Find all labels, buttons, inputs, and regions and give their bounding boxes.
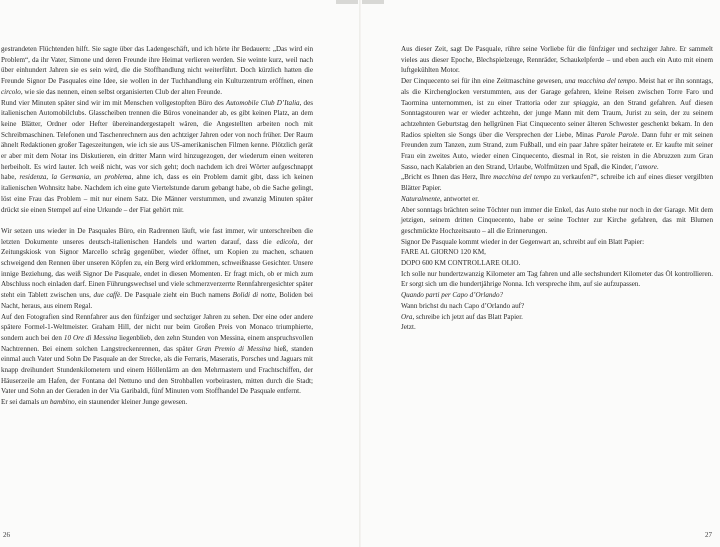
text-run: . De Pasquale zieht ein Buch namens (120, 291, 233, 300)
top-edge-mark-left (336, 0, 358, 4)
text-paragraph (401, 205, 713, 237)
right-page (401, 44, 713, 333)
left-page-text (1, 44, 313, 408)
text-run: , ahne ich, dass es ein Problem damit gibt, dass ich keinen italienischen Wohnsitz habe. Nachdem ich eine gute Viertelstunde darum gebangt habe, ob die Sache gelingt, löst eine Frau das Problem – mit nur einem Satz. Die Männer verstummen, und zwanzig Minuten später drückt sie einen Stempel auf eine Urkunde – der Fiat gehört mir. (1, 173, 313, 214)
text-paragraph (401, 258, 713, 269)
italic-text: Parole Parole (596, 130, 638, 139)
text-run: Aus dieser Zeit, sagt De Pasquale, rühre seine Vorliebe für die fünfziger und sechziger Jahre. Er sammelt vieles aus dieser Epoche, Blechspielzeuge, Rennräder, Schaukelpferde – und eben auch ein Auto mit einem luftgekühlten Motor. (401, 45, 713, 75)
italic-text: Bolidi di notte (232, 291, 275, 300)
text-run: hieß, standen einmal auch Vater und Sohn De Pasquale an der Strecke, als die Ferraris, Maseratis, Porsches und Jaguars mit knapp dreihundert Stundenkilometern und einem Höllenlärm an den Mehrmastern und Frachtschiffen, der Häuserzeile am Hafen, der Fontana del Nettuno und den Strohballen vorbeirasten, mitten durch die Stadt; Vater und Sohn an der Geraden in der Via Garibaldi, fünf Minuten vom Stoffhandel De Pasquale entfernt. (1, 344, 313, 396)
text-run: , der Zeitungskiosk von Signor Marcello schräg gegenüber, wieder öffnet, um Kopien zu machen, schauen schweigend den Rennen über unseren Köpfen zu, ein Berg wird erklommen, schweißnasse Gesichter. Unsere innige Beziehung, das weiß Signor De Pasquale, endet in diesen Momenten. Er fragt mich, ob er mich zum Abschluss noch einladen darf. Einen Führungswechsel und viele schmerzverzerrte Rennfahrergesichter später steht ein Tablett zwischen uns, (1, 237, 313, 300)
text-run: FARE AL GIORNO 120 KM, (401, 248, 486, 257)
text-paragraph (1, 44, 313, 98)
text-paragraph (401, 172, 713, 193)
text-run: Er sei damals (1, 398, 41, 407)
text-paragraph (401, 247, 713, 258)
text-paragraph (1, 312, 313, 398)
text-run: , Boliden bei Nacht, heraus, aus einem Regal. (1, 291, 313, 310)
text-run: gestrandeten Flüchtenden hilft. Sie sagte über das Ladengeschäft, und ich hörte ihr Bedauern: „Das wird ein Problem“, da ihr Vater, Simone und deren Freunde ihre Heimat verlieren werden. Sie weinte kurz, weil nach über einhundert Jahren sie es sein wird, die die Stoffhandlung nicht weiterführt. Doch kürzlich hatten die Freunde Signor De Pasquales eine Idee, sie wollen in der Tuchhandlung ein Kulturzentrum eröffnen, einen (1, 45, 313, 86)
text-run: zu verkaufen?“, schreibe ich auf eines dieser vergilbten Blätter Papier. (401, 173, 713, 193)
left-page (1, 44, 313, 408)
text-run: , des italienischen Automobilclubs. Glasscheiben trennen die Büros voneinander ab, es gibt keinen Platz, an dem keine Blätter, Ordner oder Hefter übereinandergestapelt wären, die Angestellten arbeiten noch mit Schreibmaschinen. Telefonen und Taschenrechnern aus den achtziger Jahren oder von noch früher. Der Raum ähnelt Redaktionen großer Tageszeitungen, wie ich sie aus US-amerikanischen Filmen kenne. Plötzlich gerät er aber mit dem Notar ins Diskutieren, ein dritter Mann wird hinzugezogen, der wiederum einen weiteren herbeiholt. Es wird lauter. Ich weiß nicht, was vor sich geht; doch nachdem ich drei Wörter aufgeschnappt habe, (1, 98, 313, 182)
right-page-number: 27 (705, 531, 712, 539)
italic-text: circolo (1, 87, 21, 96)
text-paragraph (1, 98, 313, 216)
text-run: , (89, 173, 95, 182)
text-paragraph (401, 237, 713, 248)
text-run: Jetzt. (401, 323, 416, 332)
italic-text: spiaggia (573, 98, 598, 107)
italic-text: un problema (94, 173, 132, 182)
text-paragraph (401, 269, 713, 290)
text-run: , an den Strand gefahren. Auf diesen Sonntagstouren war er wieder achtzehn, der junge Mann mit dem Traum, Jurist zu sein, der zu seinem achtzehnten Geburtstag den hellgrünen Fiat Cinquecento seiner älteren Schwester geschenkt bekam. In den Radios spielten sie Songs über die Versprechen der Liebe, Minas (401, 98, 713, 139)
text-run: Signor De Pasquale kommt wieder in der Gegenwart an, schreibt auf ein Blatt Papier: (401, 237, 645, 246)
text-paragraph (1, 226, 313, 312)
text-paragraph (401, 301, 713, 312)
italic-text: un bambino (41, 398, 75, 407)
right-page-text (401, 44, 713, 333)
text-run: Auf den Fotografien sind Rennfahrer aus den fünfziger und sechziger Jahren zu sehen. Der eine oder andere spätere Formel-1-Weltmeister. Graham Hill, der nicht nur beim Großen Preis von Monaco triumphierte, sondern auch bei den (1, 312, 313, 342)
italic-text: macchina del tempo (493, 173, 552, 182)
italic-text: edicola (276, 237, 298, 246)
italic-text: una macchina del tempo (564, 77, 636, 86)
text-run: , (46, 173, 52, 182)
text-run: , wie sie das nennen, einen selbst organisierten Club der alten Freunde. (20, 87, 223, 96)
text-paragraph (401, 290, 713, 301)
italic-text: l’amore (634, 162, 657, 171)
italic-text: Automobile Club D’Italia (225, 98, 300, 107)
text-run: DOPO 600 KM CONTROLLARE OLIO. (401, 259, 521, 268)
italic-text: residenza (19, 173, 47, 182)
text-run: liegenblieb, den zehn Stunden von Messina, einem anspruchsvollen Nachtrennen. Bei einem solchen Langstreckenrennen, das später (1, 333, 313, 353)
text-paragraph (401, 194, 713, 205)
italic-text: Quando parti per Capo d’Orlando? (401, 291, 504, 300)
text-run: , schreibe ich jetzt auf das Blatt Papier. (412, 312, 523, 321)
text-run: „Bricht es Ihnen das Herz, Ihre (401, 173, 494, 182)
text-paragraph (401, 322, 713, 333)
text-run: Wann brichst du nach Capo d’Orlando auf? (401, 301, 525, 310)
text-paragraph (401, 76, 713, 172)
text-run: Wir setzen uns wieder in De Pasquales Büro, ein Radrennen läuft, wie fast immer, wir unterschreiben die letzten Dokumente unseres deutsch-italienischen Handels und warten darauf, dass die (1, 226, 313, 246)
top-edge-mark-right (362, 0, 384, 4)
italic-text: 10 Ore di Messina (63, 333, 118, 342)
text-run: Rund vier Minuten später sind wir im mit Menschen vollgestopften Büro des (1, 98, 226, 107)
text-paragraph (1, 397, 313, 408)
text-run: Aber sonntags brächten seine Töchter nun immer die Enkel, das Auto stehe nur noch in der Garage. Mit dem jetzigen, seinem dritten Cinquecento, habe er seine Tochter zur Kirche gefahren, das mit Blumen geschmückte Hochzeitsauto – all die Erinnerungen. (401, 205, 713, 235)
text-paragraph (401, 312, 713, 323)
text-run: , antwortet er. (440, 194, 480, 203)
text-run: . Dann fuhr er mit seinen Freunden zum Tanzen, zum Strand, zum Fußball, und ein paar Jahre später heiratete er. Er kaufte mit seiner Frau ein zweites Auto, wieder einen Cinquecento, diesmal in Rot, sie reisten in die Abruzzen zum Gran Sasso, nach Kalabrien an den Strand, Urlaube, Wolfmützen und Spaß, die Kinder, (401, 130, 713, 171)
text-run: Der Cinquecento sei für ihn eine Zeitmaschine gewesen, (401, 77, 565, 86)
italic-text: Naturalmente (401, 194, 441, 203)
text-run: . (656, 162, 659, 171)
text-paragraph (401, 44, 713, 76)
italic-text: la Germania (51, 173, 90, 182)
book-gutter (359, 0, 361, 547)
text-run: , ein staunender kleiner Junge gewesen. (74, 398, 188, 407)
text-run: . Meist hat er ihn sonntags, als die Kirchenglocken verstummten, aus der Garage gefahren, kleine Reisen zwischen Torre Faro und Taormina unternommen, ist zu einer Trattoria oder zur (401, 77, 713, 107)
italic-text: Ora (401, 312, 413, 321)
left-page-number: 26 (3, 531, 10, 539)
text-run: Ich solle nur hundertzwanzig Kilometer am Tag fahren und alle sechshundert Kilometer das Öl kontrollieren. Er sorgt sich um die hundertjährige Nonna. Ich verspreche ihm, auf sie aufzupassen. (401, 269, 713, 289)
italic-text: due caffè (93, 291, 121, 300)
italic-text: Gran Premio di Messina (196, 344, 271, 353)
